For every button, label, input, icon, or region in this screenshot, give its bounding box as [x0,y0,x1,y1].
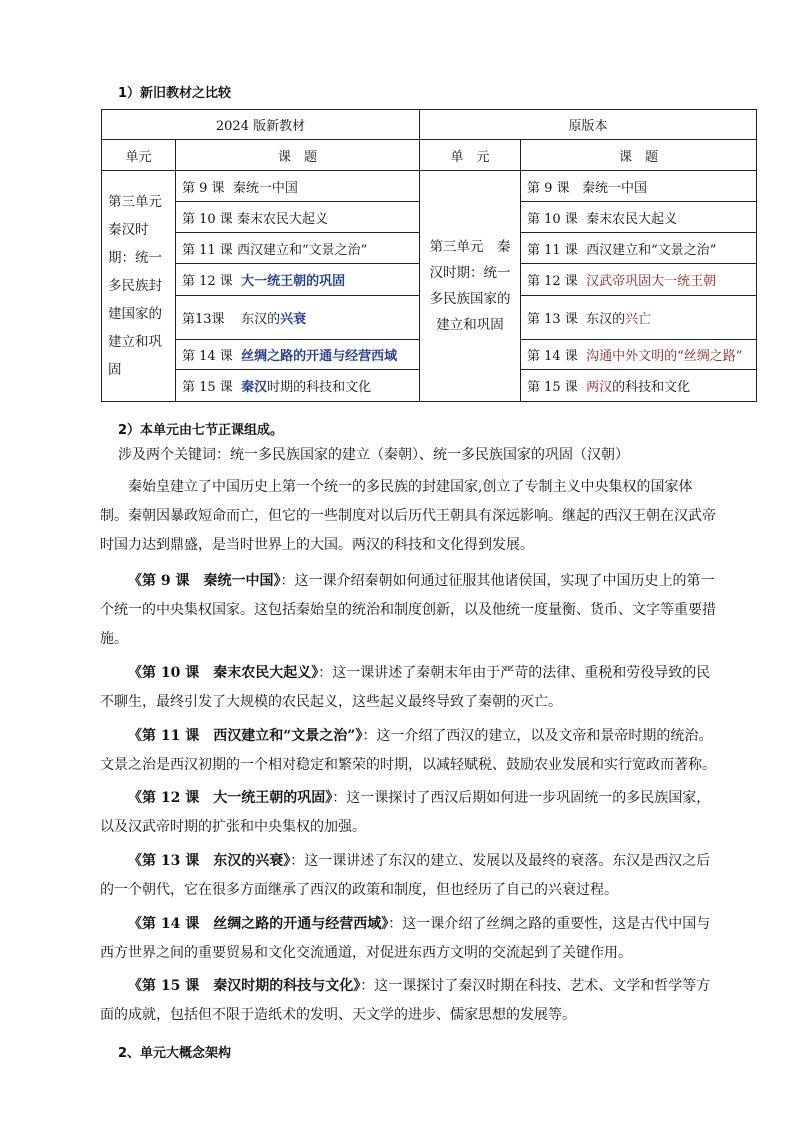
unit-intro-paragraph: 秦始皇建立了中国历史上第一个统一的多民族的封建国家,创立了专制主义中央集权的国家体制。秦朝因暴政短命而亡，但它的一些制度对以后历代王朝具有深远影响。继起的西汉王朝在汉武帝时国力达到鼎盛，是当时世界上的大国。两汉的科技和文化得到发展。 [100,479,716,553]
old-lesson-11: 第 11 课 西汉建立和“文景之治” [521,233,757,264]
new-lesson-15: 第 15 课 秦汉时期的科技和文化 [176,370,420,402]
keywords-line: 涉及两个关键词：统一多民族国家的建立（秦朝）、统一多民族国家的巩固（汉朝） [118,447,629,463]
col-unit-new: 单元 [102,140,176,171]
new-edition-header: 2024 版新教材 [102,110,420,140]
comparison-table [101,109,757,402]
lesson-15-paragraph: 《第 15 课 秦汉时期的科技与文化》：这一课探讨了秦汉时期在科技、艺术、文学和哲学等方面的成就，包括但不限于造纸术的发明、天文学的进步、儒家思想的发展等。 [100,978,711,1023]
new-lesson-10: 第 10 课 秦末农民大起义 [176,202,420,233]
new-unit-cell: 第三单元秦汉时期：统一多民族封建国家的建立和巩固 [102,171,176,402]
old-edition-header: 原版本 [420,110,757,140]
new-lesson-9: 第 9 课 秦统一中国 [176,171,420,202]
lesson-14-paragraph: 《第 14 课 丝绸之路的开通与经营西域》：这一课介绍了丝绸之路的重要性，这是古代中国与西方世界之间的重要贸易和文化交流通道，对促进东西方文明的交流起到了关键作用。 [100,916,711,961]
old-lesson-14: 第 14 课 沟通中外文明的“丝绸之路” [521,340,757,370]
lesson-10-paragraph: 《第 10 课 秦末农民大起义》：这一课讲述了秦朝末年由于严苛的法律、重税和劳役导致的民不聊生，最终引发了大规模的农民起义，这些起义最终导致了秦朝的灭亡。 [100,665,711,710]
table-subheader-row [102,140,757,171]
lesson-9-paragraph: 《第 9 课 秦统一中国》：这一课介绍秦朝如何通过征服其他诸侯国，实现了中国历史上的第一个统一的中央集权国家。这包括秦始皇的统治和制度创新，以及他统一度量衡、货币、文字等重要措施。 [100,573,716,647]
col-lesson-old: 课 题 [521,140,757,171]
col-lesson-new: 课 题 [176,140,420,171]
lesson-12-paragraph: 《第 12 课 大一统王朝的巩固》：这一课探讨了西汉后期如何进一步巩固统一的多民族国家，以及汉武帝时期的扩张和中央集权的加强。 [100,790,711,835]
new-lesson-14: 第 14 课 丝绸之路的开通与经营西域 [176,340,420,370]
old-unit-cell: 第三单元 秦汉时期：统一多民族国家的建立和巩固 [420,171,521,402]
old-lesson-12: 第 12 课 汉武帝巩固大一统王朝 [521,264,757,296]
col-unit-old: 单 元 [420,140,521,171]
old-lesson-15: 第 15 课 两汉的科技和文化 [521,370,757,402]
old-lesson-13: 第 13 课 东汉的兴亡 [521,296,757,340]
lesson-13-paragraph: 《第 13 课 东汉的兴衰》：这一课讲述了东汉的建立、发展以及最终的衰落。东汉是西汉之后的一个朝代，它在很多方面继承了西汉的政策和制度，但也经历了自己的兴衰过程。 [100,853,711,898]
old-lesson-9: 第 9 课 秦统一中国 [521,171,757,202]
new-lesson-12: 第 12 课 大一统王朝的巩固 [176,264,420,296]
section-title-comparison: 1）新旧教材之比较 [118,86,232,101]
section-title-concept: 2、单元大概念架构 [118,1046,232,1061]
new-lesson-13: 第13课 东汉的兴衰 [176,296,420,340]
lesson-11-paragraph: 《第 11 课 西汉建立和“文景之治”》：这一介绍了西汉的建立，以及文帝和景帝时期的统治。文景之治是西汉初期的一个相对稳定和繁荣的时期，以减轻赋税、鼓励农业发展和实行宽政而著称。 [100,728,716,773]
section-title-lessons: 2）本单元由七节正课组成。 [118,423,284,438]
table-header-row [102,110,757,140]
table-row [102,171,757,202]
old-lesson-10: 第 10 课 秦末农民大起义 [521,202,757,233]
new-lesson-11: 第 11 课 西汉建立和“文景之治” [176,233,420,264]
